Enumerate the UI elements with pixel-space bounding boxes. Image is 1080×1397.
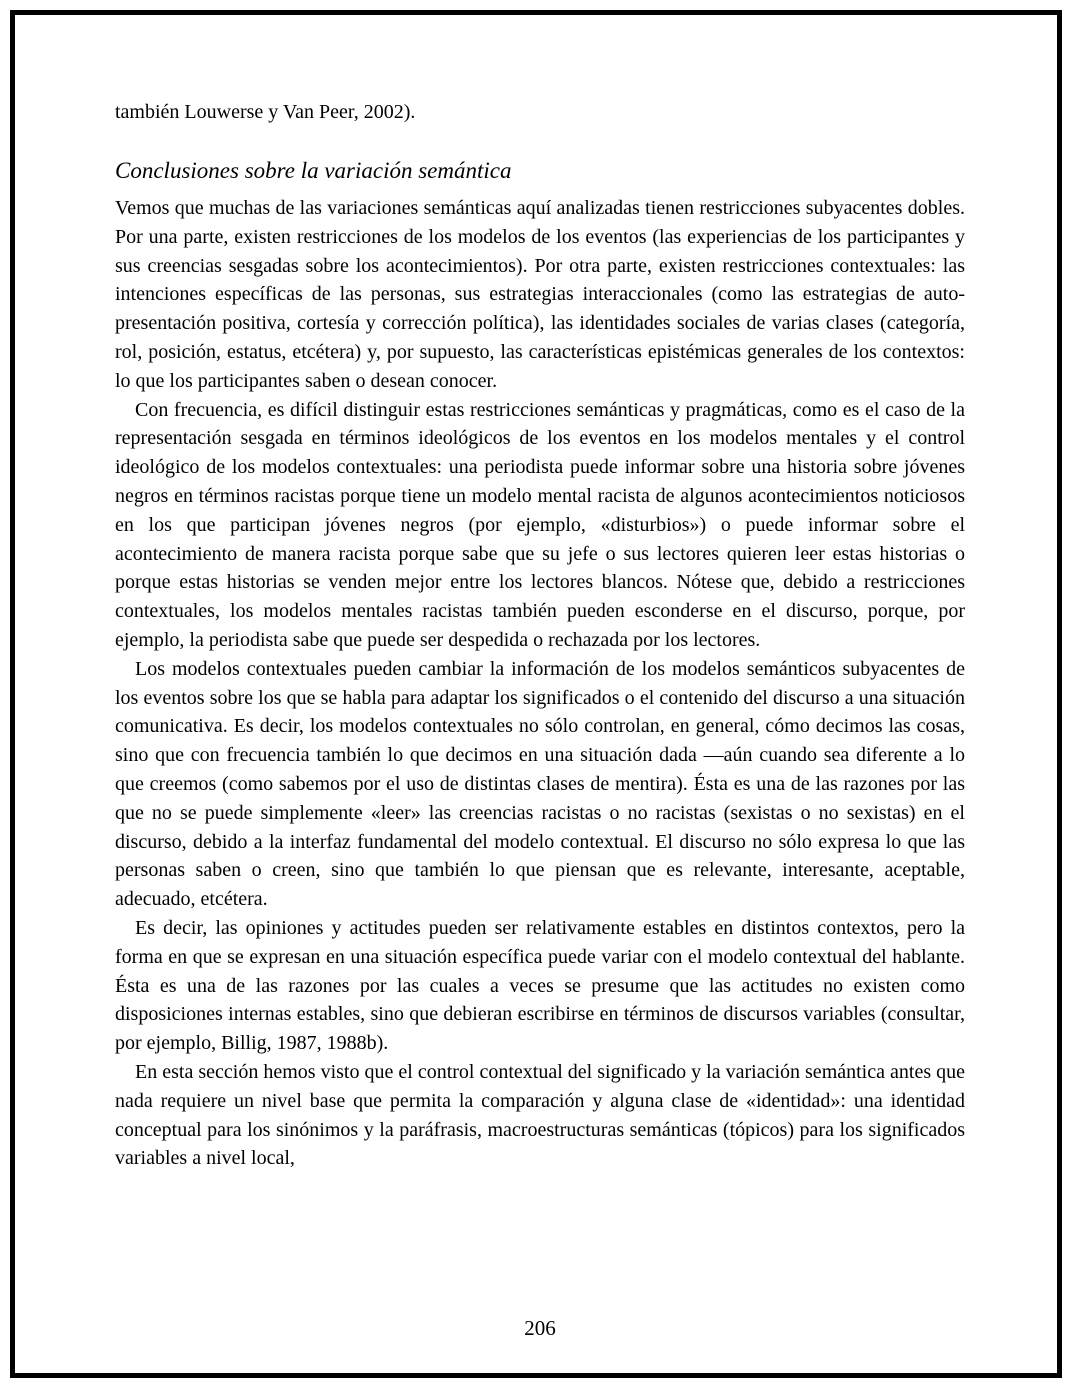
body-paragraph: Es decir, las opiniones y actitudes pueden ser relativamente estables en distintos contextos, pero la forma en que se expresan en una situación específica puede variar con el modelo contextual del hablante. Ésta es una de las razones por las cuales a veces se presume que las actitudes no existen como disposiciones internas estables, sino que debieran escribirse en términos de discursos variables (consultar, por ejemplo, Billig, 1987, 1988b). [115, 916, 965, 1055]
body-paragraph: Los modelos contextuales pueden cambiar la información de los modelos semánticos subyacentes de los eventos sobre los que se habla para adaptar los significados o el contenido del discurso a una situación comunicativa. Es decir, los modelos contextuales no sólo controlan, en general, cómo decimos las cosas, sino que con frecuencia también lo que decimos en una situación dada —aún cuando sea diferente a lo que creemos (como sabemos por el uso de distintas clases de mentira). Ésta es una de las razones por las que no se puede simplemente «leer» las creencias racistas o no racistas (sexistas o no sexistas) en el discurso, debido a la interfaz fundamental del modelo contextual. El discurso no sólo expresa lo que las personas saben o creen, sino que también lo que piensan que es relevante, interesante, aceptable, adecuado, etcétera. [115, 657, 965, 911]
body-paragraph: Con frecuencia, es difícil distinguir estas restricciones semánticas y pragmáticas, como es el caso de la representación sesgada en términos ideológicos de los eventos en los modelos mentales y el control ideológico de los modelos contextuales: una periodista puede informar sobre una historia sobre jóvenes negros en términos racistas porque tiene un modelo mental racista de algunos acontecimientos noticiosos en los que participan jóvenes negros (por ejemplo, «disturbios») o puede informar sobre el acontecimiento de manera racista porque sabe que su jefe o sus lectores quieren leer estas historias o porque estas historias se venden mejor entre los lectores blancos. Nótese que, debido a restricciones contextuales, los modelos mentales racistas también pueden esconderse en el discurso, porque, por ejemplo, la periodista sabe que puede ser despedida o rechazada por los lectores. [115, 398, 965, 651]
body-paragraph: Vemos que muchas de las variaciones semánticas aquí analizadas tienen restricciones subyacentes dobles. Por una parte, existen restricciones de los modelos de los eventos (las experiencias de los participantes y sus creencias sesgadas sobre los acontecimientos). Por otra parte, existen restricciones contextuales: las intenciones específicas de las personas, sus estrategias interaccionales (como las estrategias de auto-presentación positiva, cortesía y corrección política), las identidades sociales de varias clases (categoría, rol, posición, estatus, etcétera) y, por supuesto, las características epistémicas generales de los contextos: lo que los participantes saben o desean conocer. [115, 197, 965, 392]
intro-paragraph: también Louwerse y Van Peer, 2002). [115, 101, 416, 123]
page-number: 206 [524, 1316, 556, 1340]
body-paragraph: En esta sección hemos visto que el control contextual del significado y la variación semántica antes que nada requiere un nivel base que permita la comparación y alguna clase de «identidad»: una identidad conceptual para los sinónimos y la paráfrasis, macroestructuras semánticas (tópicos) para los significados variables a nivel local, [115, 1060, 965, 1170]
section-heading: Conclusiones sobre la variación semántica [115, 158, 512, 183]
page-content [115, 98, 965, 1173]
